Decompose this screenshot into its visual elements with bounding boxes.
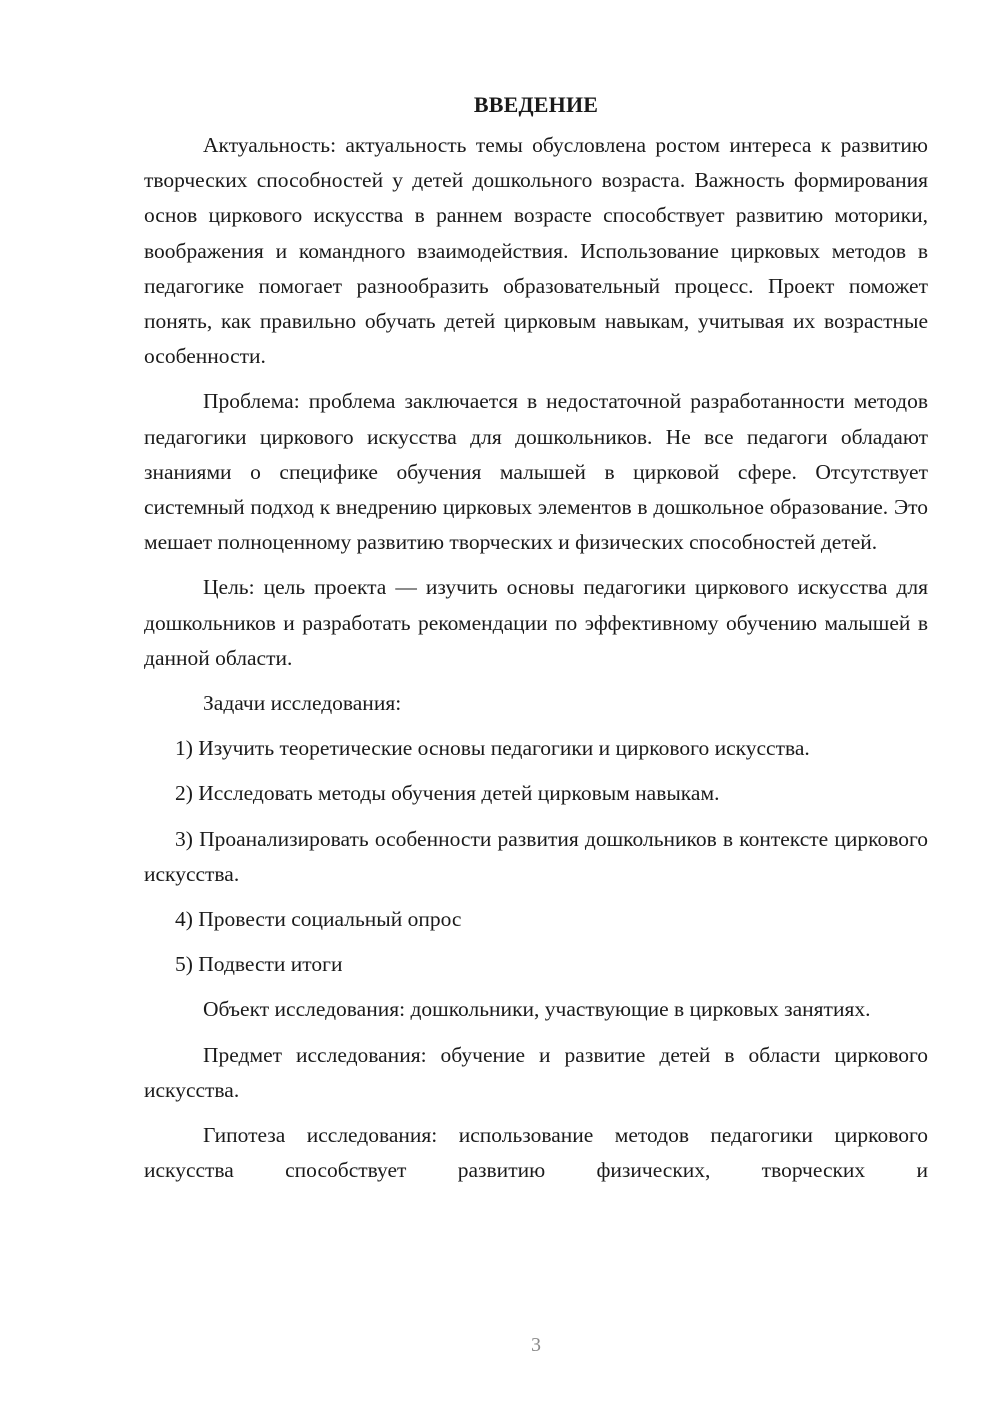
goal-paragraph: Цель: цель проекта — изучить основы педагогики циркового искусства для дошкольников и разработать рекомендации по эффективному обучению малышей в данной области. bbox=[144, 575, 928, 670]
tasks-heading: Задачи исследования: bbox=[203, 691, 402, 716]
object-paragraph: Объект исследования: дошкольники, участвующие в цирковых занятиях. bbox=[203, 997, 871, 1022]
problem-paragraph: Проблема: проблема заключается в недостаточной разработанности методов педагогики циркового искусства для дошкольников. Не все педагоги обладают знаниями о специфике обучения малышей в цирковой сфере. Отсутствует системный подход к внедрению цирковых элементов в дошкольное образование. Это мешает полноценному развитию творческих и физических способностей детей. bbox=[144, 389, 928, 555]
task-item-5: 5) Подвести итоги bbox=[175, 952, 343, 977]
task-item-3: 3) Проанализировать особенности развития дошкольников в контексте циркового искусства. bbox=[144, 826, 928, 886]
task-item-1: 1) Изучить теоретические основы педагогики и циркового искусства. bbox=[175, 736, 810, 761]
page-number: 3 bbox=[531, 1334, 541, 1356]
subject-paragraph: Предмет исследования: обучение и развитие детей в области циркового искусства. bbox=[144, 1042, 928, 1102]
task-item-2: 2) Исследовать методы обучения детей цирковым навыкам. bbox=[175, 781, 720, 806]
hypothesis-paragraph: Гипотеза исследования: использование методов педагогики циркового искусства способствует развитию физических, творческих и bbox=[144, 1123, 928, 1183]
section-title: ВВЕДЕНИЕ bbox=[473, 92, 599, 117]
task-item-4: 4) Провести социальный опрос bbox=[175, 907, 462, 932]
relevance-paragraph: Актуальность: актуальность темы обусловлена ростом интереса к развитию творческих способностей у детей дошкольного возраста. Важность формирования основ циркового искусства в раннем возрасте способствует развитию моторики, воображения и командного взаимодействия. Использование цирковых методов в педагогике помогает разнообразить образовательный процесс. Проект поможет понять, как правильно обучать детей цирковым навыкам, учитывая их возрастные особенности. bbox=[144, 133, 928, 369]
document-page bbox=[144, 90, 928, 1198]
